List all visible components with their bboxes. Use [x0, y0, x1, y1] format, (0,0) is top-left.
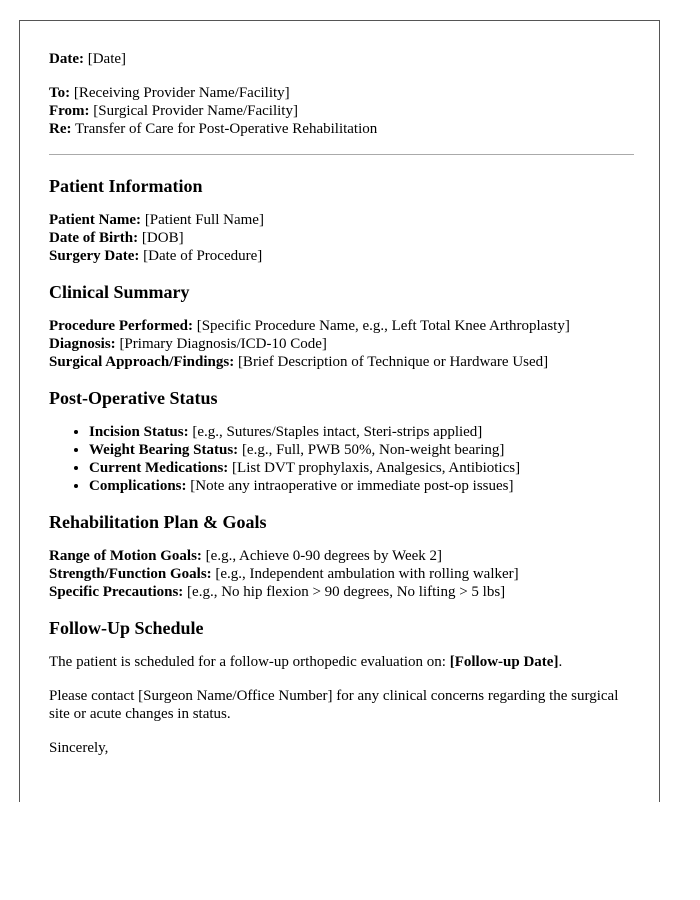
follow-up-period: .: [558, 654, 563, 670]
approach-label: Surgical Approach/Findings:: [49, 354, 235, 370]
procedure-line: [49, 317, 634, 335]
date-line: [49, 50, 634, 68]
contact-paragraph: Please contact [Surgeon Name/Office Number] for any clinical concerns regarding the surgical site or acute changes in status.: [49, 688, 619, 722]
re-value: Transfer of Care for Post-Operative Rehabilitation: [74, 121, 378, 137]
precautions-value: [e.g., No hip flexion > 90 degrees, No lifting > 5 lbs]: [187, 584, 506, 600]
surgery-date-line: [49, 247, 634, 265]
list-item: [89, 423, 634, 441]
surgery-date-value: [Date of Procedure]: [143, 248, 263, 264]
incision-value: [e.g., Sutures/Staples intact, Steri-strips applied]: [192, 424, 483, 440]
date-label: Date:: [49, 51, 84, 67]
patient-name-line: [49, 211, 634, 229]
precautions-line: [49, 583, 634, 601]
diagnosis-line: [49, 335, 634, 353]
rehab-heading: Rehabilitation Plan & Goals: [49, 512, 267, 532]
follow-up-heading: Follow-Up Schedule: [49, 618, 204, 638]
medications-value: [List DVT prophylaxis, Analgesics, Antibiotics]: [232, 460, 521, 476]
closing-text: Sincerely,: [49, 740, 109, 756]
letter-page: [19, 20, 660, 802]
list-item: [89, 459, 634, 477]
patient-name-value: [Patient Full Name]: [144, 212, 264, 228]
incision-label: Incision Status:: [89, 424, 189, 440]
precautions-label: Specific Precautions:: [49, 584, 184, 600]
procedure-value: [Specific Procedure Name, e.g., Left Total Knee Arthroplasty]: [196, 318, 570, 334]
approach-line: [49, 353, 634, 371]
follow-up-paragraph: [49, 653, 634, 671]
header-divider: [49, 154, 634, 155]
weight-bearing-label: Weight Bearing Status:: [89, 442, 239, 458]
date-value: [Date]: [87, 51, 127, 67]
from-label: From:: [49, 103, 90, 119]
surgery-date-label: Surgery Date:: [49, 248, 140, 264]
dob-line: [49, 229, 634, 247]
rom-value: [e.g., Achieve 0-90 degrees by Week 2]: [205, 548, 443, 564]
strength-line: [49, 565, 634, 583]
post-op-heading: Post-Operative Status: [49, 388, 218, 408]
patient-name-label: Patient Name:: [49, 212, 142, 228]
procedure-label: Procedure Performed:: [49, 318, 193, 334]
from-line: [49, 102, 634, 120]
complications-value: [Note any intraoperative or immediate post-op issues]: [190, 478, 514, 494]
weight-bearing-value: [e.g., Full, PWB 50%, Non-weight bearing]: [241, 442, 505, 458]
medications-label: Current Medications:: [89, 460, 229, 476]
list-item: [89, 477, 634, 495]
diagnosis-label: Diagnosis:: [49, 336, 116, 352]
from-value: [Surgical Provider Name/Facility]: [93, 103, 298, 119]
clinical-summary-heading: Clinical Summary: [49, 282, 190, 302]
re-line: [49, 120, 634, 138]
dob-value: [DOB]: [141, 230, 184, 246]
complications-label: Complications:: [89, 478, 187, 494]
post-op-list: [49, 423, 634, 495]
list-item: [89, 441, 634, 459]
rom-label: Range of Motion Goals:: [49, 548, 202, 564]
strength-label: Strength/Function Goals:: [49, 566, 212, 582]
diagnosis-value: [Primary Diagnosis/ICD-10 Code]: [119, 336, 327, 352]
follow-up-text: The patient is scheduled for a follow-up orthopedic evaluation on:: [49, 654, 450, 670]
to-label: To:: [49, 85, 71, 101]
follow-up-date: [Follow-up Date]: [449, 654, 559, 670]
to-value: [Receiving Provider Name/Facility]: [73, 85, 290, 101]
re-label: Re:: [49, 121, 72, 137]
approach-value: [Brief Description of Technique or Hardware Used]: [237, 354, 549, 370]
letter-content: [49, 50, 634, 757]
strength-value: [e.g., Independent ambulation with rolling walker]: [215, 566, 519, 582]
rom-line: [49, 547, 634, 565]
patient-info-heading: Patient Information: [49, 176, 203, 196]
dob-label: Date of Birth:: [49, 230, 139, 246]
to-line: [49, 84, 634, 102]
